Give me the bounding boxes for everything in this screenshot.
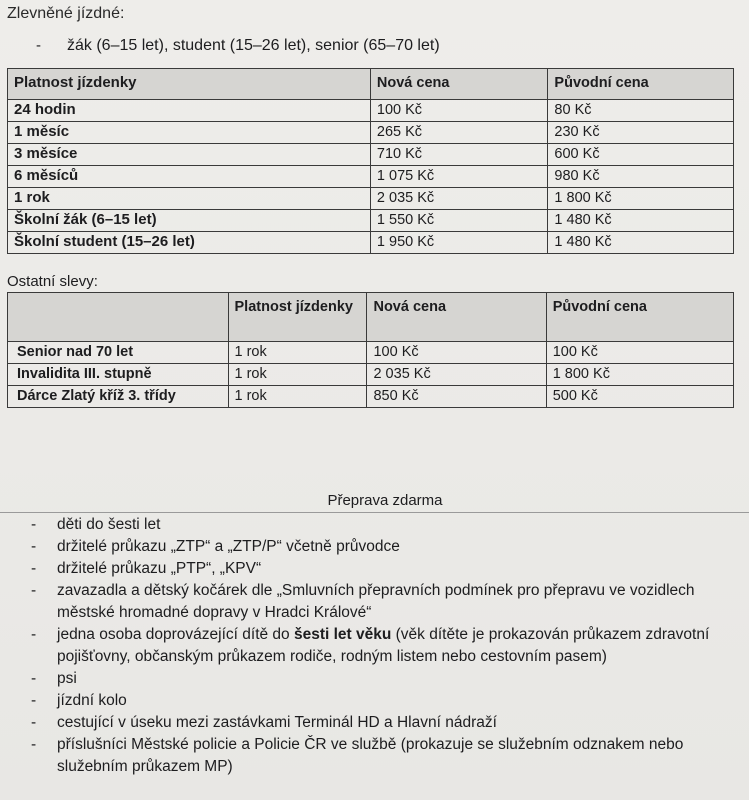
cell-new-price: 2 035 Kč xyxy=(370,188,548,210)
cell-validity: 1 rok xyxy=(228,342,367,364)
list-dash: - xyxy=(31,670,37,687)
list-dash: - xyxy=(31,714,37,731)
cell-old-price: 230 Kč xyxy=(548,122,734,144)
table-row xyxy=(8,386,734,408)
list-item-text: příslušníci Městské policie a Policie ČR ve službě (prokazuje se služebním odznakem nebo služebním průkazem MP) xyxy=(57,736,684,775)
table-row xyxy=(8,144,734,166)
table-row xyxy=(8,364,734,386)
header-new-price: Nová cena xyxy=(367,293,546,342)
cell-validity: 1 rok xyxy=(228,364,367,386)
cell-new-price: 1 550 Kč xyxy=(370,210,548,232)
table-row xyxy=(8,100,734,122)
table-row xyxy=(8,232,734,254)
cell-validity: Školní žák (6–15 let) xyxy=(8,210,371,232)
header-validity: Platnost jízdenky xyxy=(228,293,367,342)
table-row xyxy=(8,210,734,232)
table-row xyxy=(8,188,734,210)
list-item-text: zavazadla a dětský kočárek dle „Smluvních přepravních podmínek pro přepravu ve vozidlech městské hromadné dopravy v Hradci Králové“ xyxy=(57,582,695,621)
cell-new-price: 100 Kč xyxy=(367,342,546,364)
cell-old-price: 600 Kč xyxy=(548,144,734,166)
cell-old-price: 100 Kč xyxy=(546,342,733,364)
cell-new-price: 1 075 Kč xyxy=(370,166,548,188)
table-header-row xyxy=(8,69,734,100)
cell-old-price: 1 800 Kč xyxy=(548,188,734,210)
table-header-row xyxy=(8,293,734,342)
discount-heading: Zlevněné jízdné: xyxy=(7,5,125,22)
cell-category: Senior nad 70 let xyxy=(8,342,229,364)
cell-validity: 24 hodin xyxy=(8,100,371,122)
discount-groups: žák (6–15 let), student (15–26 let), senior (65–70 let) xyxy=(67,37,440,54)
list-item xyxy=(0,712,749,734)
header-new-price: Nová cena xyxy=(370,69,548,100)
cell-old-price: 80 Kč xyxy=(548,100,734,122)
list-item xyxy=(0,536,749,558)
table-row xyxy=(8,342,734,364)
list-dash: - xyxy=(31,692,37,709)
list-item xyxy=(0,734,749,778)
list-dash: - xyxy=(31,626,37,643)
header-category xyxy=(8,293,229,342)
list-item xyxy=(0,558,749,580)
cell-old-price: 500 Kč xyxy=(546,386,733,408)
cell-old-price: 1 480 Kč xyxy=(548,210,734,232)
list-item-text: psi xyxy=(57,670,77,687)
cell-validity: 1 měsíc xyxy=(8,122,371,144)
other-discounts-label: Ostatní slevy: xyxy=(7,273,98,290)
cell-validity: 1 rok xyxy=(8,188,371,210)
list-item-text: děti do šesti let xyxy=(57,516,161,533)
cell-new-price: 710 Kč xyxy=(370,144,548,166)
list-item-text-after: (věk dítěte je prokazován průkazem zdravotní pojišťovny, občanským průkazem rodiče, rodným listem nebo cestovním pasem) xyxy=(57,626,710,665)
cell-validity: 6 měsíců xyxy=(8,166,371,188)
cell-new-price: 2 035 Kč xyxy=(367,364,546,386)
other-discounts-table xyxy=(7,292,734,408)
table-row xyxy=(8,122,734,144)
list-item-text: cestující v úseku mezi zastávkami Terminál HD a Hlavní nádraží xyxy=(57,714,497,731)
cell-validity: 3 měsíce xyxy=(8,144,371,166)
list-item xyxy=(0,690,749,712)
list-dash: - xyxy=(31,516,37,533)
list-dash: - xyxy=(31,582,37,599)
list-item-text: jízdní kolo xyxy=(57,692,127,709)
header-old-price: Původní cena xyxy=(546,293,733,342)
list-dash: - xyxy=(36,37,41,54)
cell-category: Invalidita III. stupně xyxy=(8,364,229,386)
header-old-price: Původní cena xyxy=(548,69,734,100)
list-item-text: držitelé průkazu „PTP“, „KPV“ xyxy=(57,560,262,577)
header-validity: Platnost jízdenky xyxy=(8,69,371,100)
list-item-text-before: jedna osoba doprovázející dítě do xyxy=(57,626,294,643)
cell-validity: 1 rok xyxy=(228,386,367,408)
free-transport-title: Přeprava zdarma xyxy=(327,492,443,509)
list-item xyxy=(0,624,749,668)
table-row xyxy=(8,166,734,188)
list-item xyxy=(0,580,749,624)
section-divider xyxy=(0,512,749,513)
list-dash: - xyxy=(31,560,37,577)
cell-category: Dárce Zlatý kříž 3. třídy xyxy=(8,386,229,408)
cell-new-price: 850 Kč xyxy=(367,386,546,408)
cell-old-price: 1 800 Kč xyxy=(546,364,733,386)
cell-old-price: 980 Kč xyxy=(548,166,734,188)
list-item xyxy=(0,668,749,690)
cell-new-price: 1 950 Kč xyxy=(370,232,548,254)
cell-validity: Školní student (15–26 let) xyxy=(8,232,371,254)
list-item xyxy=(0,514,749,536)
cell-old-price: 1 480 Kč xyxy=(548,232,734,254)
list-dash: - xyxy=(31,736,37,753)
free-transport-list xyxy=(0,514,749,778)
list-dash: - xyxy=(31,538,37,555)
discount-fare-table xyxy=(7,68,734,254)
list-item-text-bold: šesti let věku xyxy=(293,626,392,643)
cell-new-price: 265 Kč xyxy=(370,122,548,144)
list-item-text: držitelé průkazu „ZTP“ a „ZTP/P“ včetně průvodce xyxy=(57,538,400,555)
cell-new-price: 100 Kč xyxy=(370,100,548,122)
